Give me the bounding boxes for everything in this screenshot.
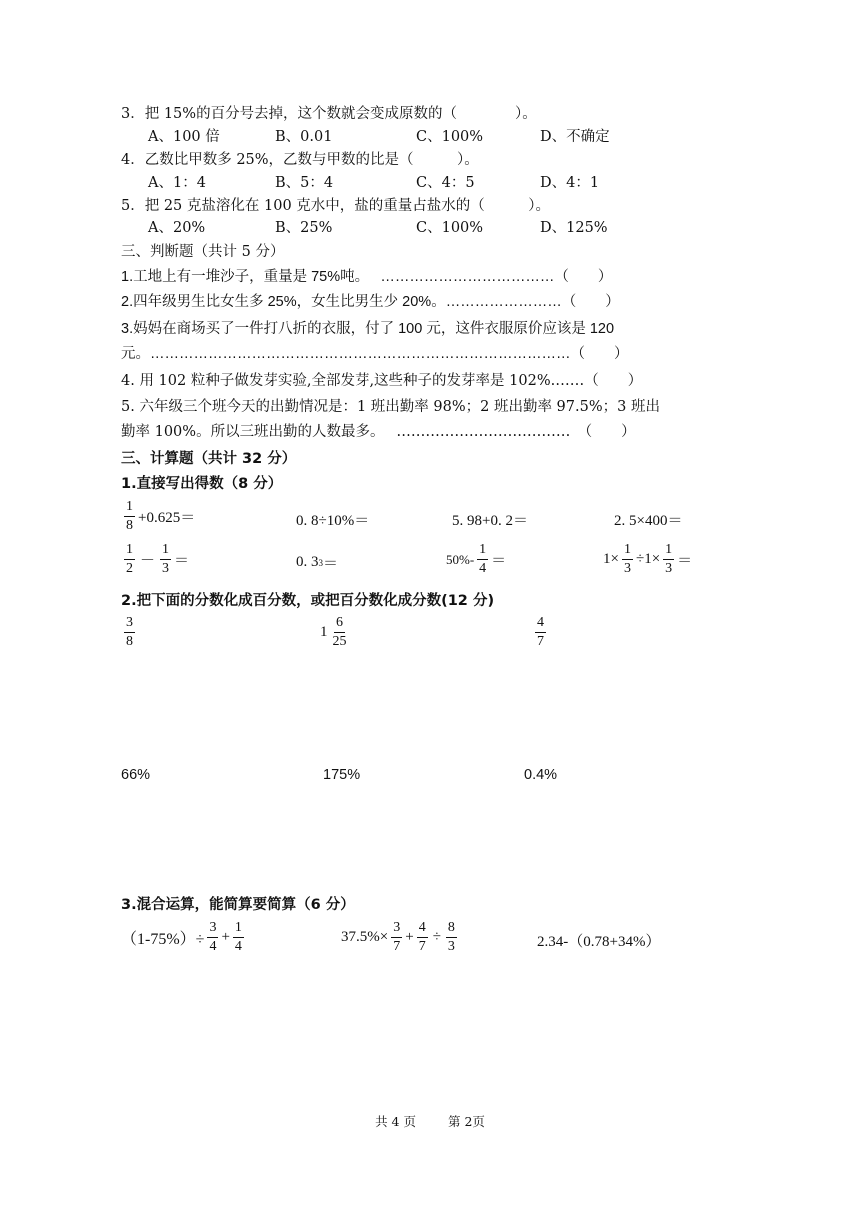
convert-percent-1: 66% <box>121 767 151 783</box>
judge-item-5-line1: 5. 六年级三个班今天的出勤情况是：1 班出勤率 98%；2 班出勤率 97.5%；3 班出 <box>121 399 660 415</box>
expr-5: $\frac{1}{2}$ － $\frac{1}{3}$ ＝ <box>126 542 190 576</box>
q4-option-c: C、4：5 <box>416 175 475 191</box>
expr-7: 50%- $\frac{1}{4}$ ＝ <box>446 542 507 576</box>
q3-option-a: A、100 倍 <box>148 129 220 145</box>
convert-fraction-3 <box>532 616 549 649</box>
page-footer <box>0 1112 860 1130</box>
fraction: $\frac{1}{3}$ <box>665 542 673 576</box>
question-4-stem: 4．乙数比甲数多 25%，乙数与甲数的比是（ ）。 <box>121 152 479 168</box>
q3-option-b: B、0.01 <box>275 129 333 145</box>
expr-4: 2. 5×400＝ <box>614 513 683 529</box>
question-5-stem: 5．把 25 克盐溶化在 100 克水中，盐的重量占盐水的（ ）。 <box>121 198 551 214</box>
fraction: $\frac{3}{7}$ <box>393 920 401 954</box>
fraction: $\frac{1}{2}$ <box>126 542 133 576</box>
judge-item-5-line2: 勤率 100%。所以三班出勤的人数最多。 ……………………………… （ ） <box>121 424 636 440</box>
calc-sub3-heading: 3.混合运算，能简算要简算（6 分） <box>121 897 355 913</box>
expr-6: 0. 3 3 ＝ <box>296 554 339 572</box>
fraction: $\frac{1}{4}$ <box>479 542 487 576</box>
judge-item-4: 4. 用 102 粒种子做发芽实验,全部发芽,这些种子的发芽率是 102%.……（ ） <box>121 373 643 389</box>
expr-1: $\frac{1}{8}$ +0.625＝ <box>126 499 196 533</box>
q5-option-c: C、100% <box>416 220 484 236</box>
judge-item-3-line1: 3.妈妈在商场买了一件打八折的衣服，付了 100 元，这件衣服原价应该是 120 <box>121 321 615 337</box>
expr-2: 0. 8÷10%＝ <box>296 513 370 529</box>
fraction: $\frac{1}{3}$ <box>162 542 170 576</box>
mixed-expr-3: 2.34-（0.78+34%） <box>537 934 661 950</box>
total-pages: 共 4 页 <box>375 1114 416 1129</box>
judge-item-2: 2.四年级男生比女生多 25%，女生比男生少 20%。……………………（ ） <box>121 294 620 310</box>
question-3-stem: 3．把 15%的百分号去掉，这个数就会变成原数的（ ）。 <box>121 106 537 122</box>
q4-option-d: D、4：1 <box>540 175 600 191</box>
fraction: $\frac{8}{3}$ <box>447 920 455 954</box>
judge-item-1: 1.工地上有一堆沙子，重量是 75%吨。 ………………………………（ ） <box>121 269 613 285</box>
fraction: $\frac{6}{25}$ <box>332 615 347 649</box>
fraction: $\frac{1}{3}$ <box>623 542 631 576</box>
expr-8: 1× $\frac{1}{3}$ ÷1× $\frac{1}{3}$ ＝ <box>603 542 693 576</box>
expr-3: 5. 98+0. 2＝ <box>452 513 528 529</box>
fraction: $\frac{3}{4}$ <box>209 920 217 954</box>
fraction: $\frac{1}{4}$ <box>234 920 242 954</box>
convert-fraction-2: 1 $\frac{6}{25}$ <box>320 615 347 649</box>
calc-sub2-heading: 2.把下面的分数化成百分数，或把百分数化成分数(12 分) <box>121 593 495 609</box>
convert-percent-2: 175% <box>323 767 361 783</box>
q5-option-b: B、25% <box>275 220 333 236</box>
mixed-expr-2: 37.5%× $\frac{3}{7}$ + $\frac{4}{7}$ ÷ $\frac{8}{3}$ <box>341 920 455 954</box>
fraction: $\frac{1}{8}$ <box>126 499 133 533</box>
mixed-expr-1: （1-75%）÷ $\frac{3}{4}$ + $\frac{1}{4}$ <box>121 920 242 954</box>
calc-sub1-heading: 1.直接写出得数（8 分） <box>121 476 283 492</box>
q4-option-a: A、1：4 <box>148 175 206 191</box>
fraction: $\frac{4}{7}$ <box>418 920 426 954</box>
convert-percent-3: 0.4% <box>524 767 558 783</box>
calc-section-heading: 三、计算题（共计 32 分） <box>121 451 297 467</box>
q5-option-d: D、125% <box>540 220 608 236</box>
q5-option-a: A、20% <box>148 220 206 236</box>
convert-fraction-1 <box>121 616 138 649</box>
q3-option-c: C、100% <box>416 129 484 145</box>
q4-option-b: B、5：4 <box>275 175 334 191</box>
judge-section-heading: 三、判断题（共计 5 分） <box>121 244 285 260</box>
fraction: $\frac{3}{8}$ <box>126 615 133 649</box>
q3-option-d: D、不确定 <box>540 129 610 145</box>
judge-item-3-line2: 元。……………………………………………………………………………（ ） <box>121 346 629 362</box>
fraction: $\frac{4}{7}$ <box>537 615 544 649</box>
current-page: 第 2页 <box>447 1114 485 1129</box>
